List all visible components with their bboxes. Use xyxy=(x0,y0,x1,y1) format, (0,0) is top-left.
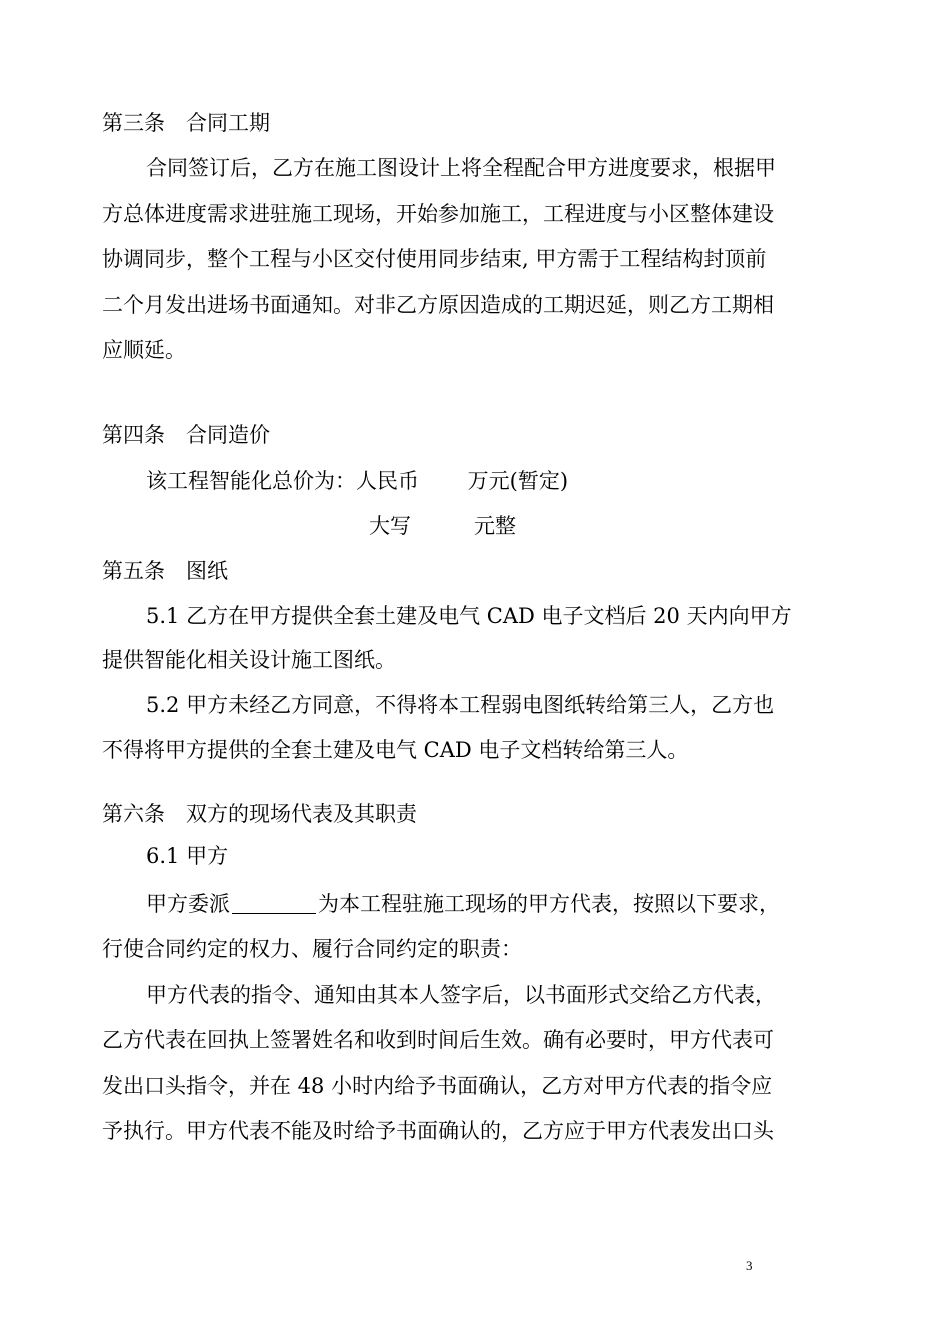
appointment-text-after: 为本工程驻施工现场的甲方代表，按照以下要求， xyxy=(318,892,780,916)
paragraph-line: 5.2 甲方未经乙方同意，不得将本工程弱电图纸转给第三人，乙方也 xyxy=(146,693,775,717)
paragraph-line: 甲方代表的指令、通知由其本人签字后，以书面形式交给乙方代表， xyxy=(146,983,776,1007)
sub-heading-6-1: 6.1 甲方 xyxy=(146,844,229,868)
representative-name-blank[interactable] xyxy=(232,891,316,914)
paragraph-line: 方总体进度需求进驻施工现场，开始参加施工，工程进度与小区整体建设 xyxy=(102,202,774,226)
paragraph-line: 5.1 乙方在甲方提供全套土建及电气 CAD 电子文档后 20 天内向甲方 xyxy=(146,604,792,628)
paragraph-line: 予执行。甲方代表不能及时给予书面确认的，乙方应于甲方代表发出口头 xyxy=(102,1119,774,1143)
paragraph-line: 二个月发出进场书面通知。对非乙方原因造成的工期迟延，则乙方工期相 xyxy=(102,293,774,317)
paragraph-line: 应顺延。 xyxy=(102,338,186,362)
article-6-heading: 第六条 双方的现场代表及其职责 xyxy=(102,802,417,826)
appointment-text-before: 甲方委派 xyxy=(146,892,230,916)
paragraph-line: 不得将甲方提供的全套土建及电气 CAD 电子文档转给第三人。 xyxy=(102,738,689,762)
page-number: 3 xyxy=(746,1258,753,1273)
paragraph-line: 协调同步，整个工程与小区交付使用同步结束, 甲方需于工程结构封顶前 xyxy=(102,247,767,271)
paragraph-line: 合同签订后，乙方在施工图设计上将全程配合甲方进度要求，根据甲 xyxy=(146,156,776,180)
capital-amount-line: 大写 元整 xyxy=(369,514,516,538)
article-3-heading: 第三条 合同工期 xyxy=(102,111,270,135)
paragraph-line: 提供智能化相关设计施工图纸。 xyxy=(102,648,396,672)
price-line: 该工程智能化总价为：人民币 万元(暂定) xyxy=(146,469,569,493)
article-5-heading: 第五条 图纸 xyxy=(102,559,228,583)
paragraph-line: 发出口头指令，并在 48 小时内给予书面确认，乙方对甲方代表的指令应 xyxy=(102,1074,773,1098)
article-4-heading: 第四条 合同造价 xyxy=(102,423,270,447)
paragraph-line: 乙方代表在回执上签署姓名和收到时间后生效。确有必要时，甲方代表可 xyxy=(102,1028,774,1052)
paragraph-line: 行使合同约定的权力、履行合同约定的职责： xyxy=(102,937,522,961)
appointment-line xyxy=(146,889,780,919)
